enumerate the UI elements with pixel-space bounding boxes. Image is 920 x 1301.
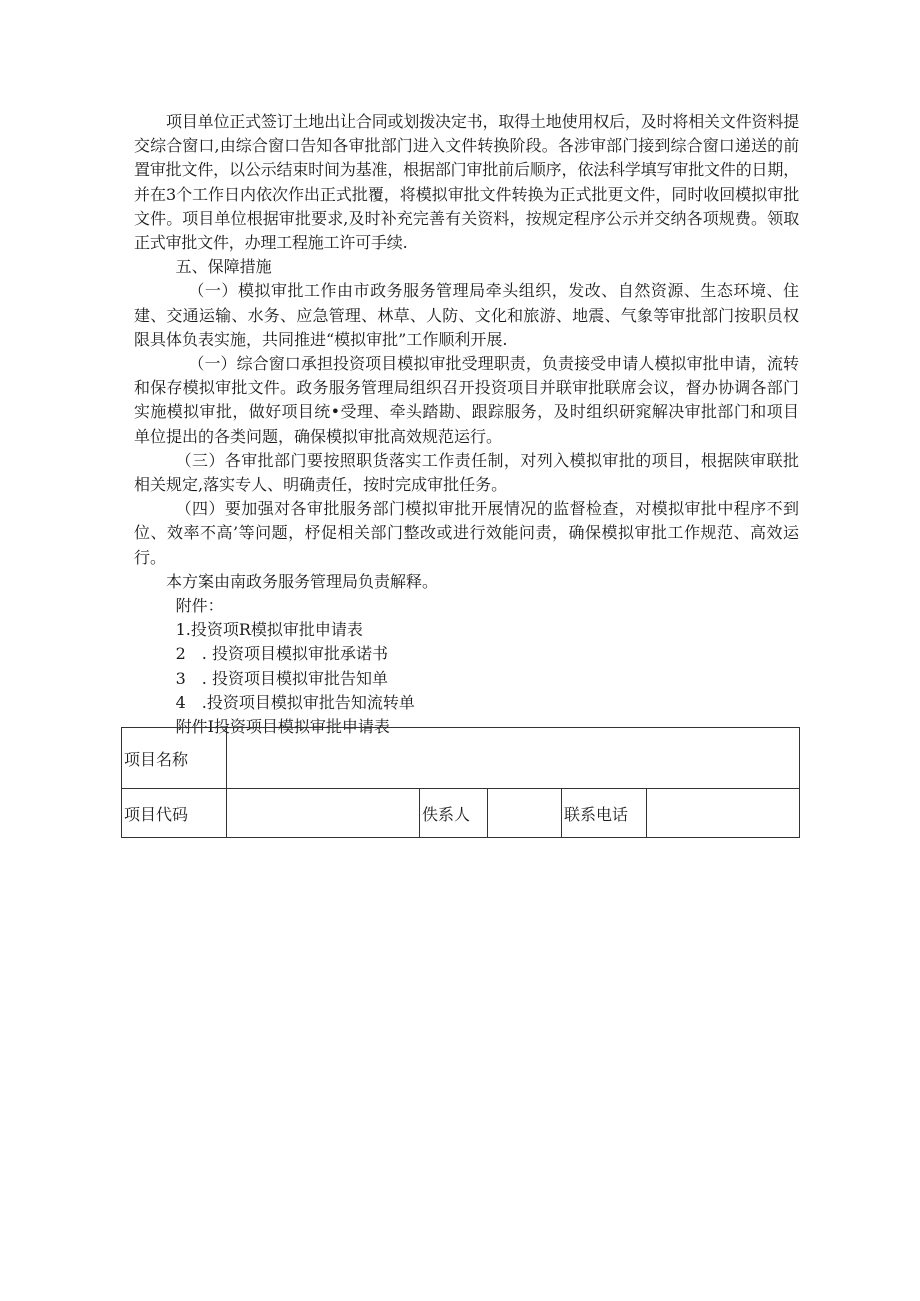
contact-person-label: 佚系人	[420, 789, 488, 838]
project-code-field[interactable]	[227, 789, 420, 838]
attachment-1-title: 附件I投资项目模拟审批申请表	[175, 717, 390, 737]
attachment-item-2: 2 . 投资项目模拟审批承诺书	[175, 644, 388, 664]
contact-person-field[interactable]	[488, 789, 562, 838]
application-form-table	[121, 727, 800, 838]
table-row	[122, 728, 800, 789]
paragraph-interpretation: 本方案由南政务服务管理局负责解释。	[166, 571, 439, 591]
paragraph-safeguard-2: （一）综合窗口承担投资项目模拟审批受理职责，负责接受申请人模拟审批申请，流转和保存模拟审批文件。政务服务管理局组织召开投资项目并联审批联席会议，督办协调各部门实施模拟审批，做好项目统•受理、牵头踏勘、跟踪服务，及时组织研窕解决审批部门和项目单位提出的各类问题，确保模拟审批高效规范运行。	[134, 354, 799, 446]
attachment-item-4: 4 .投资项目模拟审批告知流转单	[175, 692, 415, 712]
document-body	[134, 110, 799, 739]
contact-phone-label: 联系电话	[562, 789, 647, 838]
paragraph-safeguard-1: （一）模拟审批工作由市政务服务管理局牵头组织，发改、自然资源、生态环境、住建、交通运输、水务、应急管理、林草、人防、文化和旅游、地震、气象等审批部门按职员权限具体负表实施，共同推进“模拟审批”工作顺利开展.	[134, 281, 799, 349]
attachments-label: 附件：	[175, 596, 224, 616]
paragraph-safeguard-3: （三）各审批部门要按照职货落实工作责任制，对列入模拟审批的项目，根据陕审联批相关规定,落实专人、明确责任，按时完成审批任务。	[134, 450, 799, 495]
paragraph-conversion-stage: 项目单位正式签订土地出让合同或划拨决定书，取得土地使用权后，及时将相关文件资料提交综合窗口,由综合窗口告知各审批部门进入文件转换阶段。各涉审部门接到综合窗口递送的前置审批文件，以公示结束时间为基准，根据部门审批前后顺序，依法科学填写审批文件的日期，并在3个工作日内依次作出正式批覆，将模拟审批文件转换为正式批更文件，同时收回模拟审批文件。项目单位根据审批要求,及时补充完善有关资料，按规定程序公示并交纳各项规费。领取正式审批文件，办理工程施工许可手续.	[134, 112, 799, 253]
table-row	[122, 789, 800, 838]
contact-phone-field[interactable]	[647, 789, 800, 838]
attachment-item-3: 3 . 投资项目模拟审批告知单	[175, 668, 388, 688]
section-heading-safeguards: 五、保障措施	[175, 257, 272, 277]
paragraph-safeguard-4: （四）要加强对各审批服务部门模拟审批开展情况的监督检查，对模拟审批中程序不到位、效率不高’等问题，杼促相关部门整改或进行效能问责，确保模拟审批工作规范、高效运行。	[134, 499, 799, 567]
project-name-label: 项目名称	[122, 728, 227, 789]
project-name-field[interactable]	[227, 728, 800, 789]
attachment-item-1: 1.投资项R模拟审批申请表	[175, 620, 363, 640]
project-code-label: 项目代码	[122, 789, 227, 838]
